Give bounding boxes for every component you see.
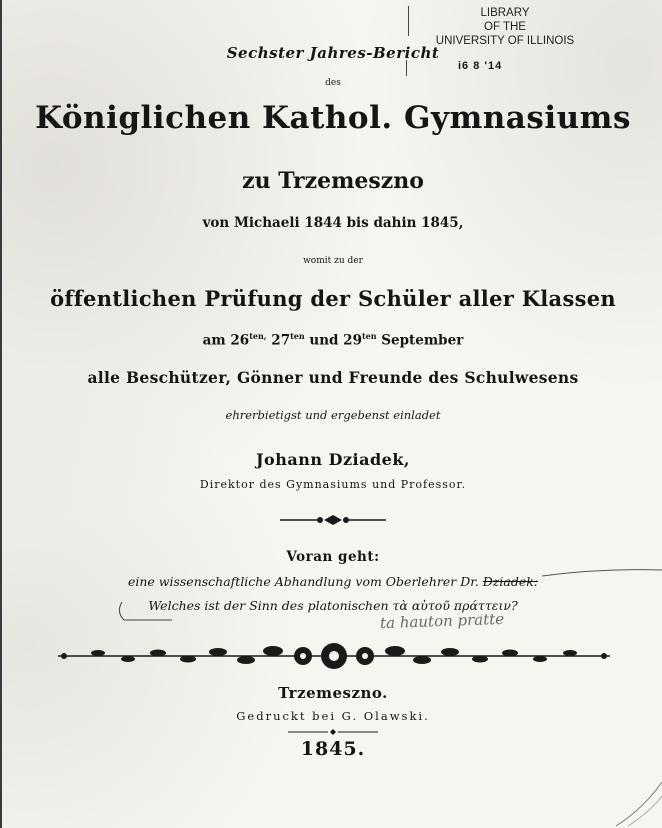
dates-sup: ten <box>290 331 305 341</box>
imprint-rule <box>288 728 378 736</box>
page-corner-crease <box>614 778 662 828</box>
stamp-line: UNIVERSITY OF ILLINOIS <box>435 35 575 47</box>
struck-name: Dziadek: <box>482 574 539 589</box>
preface-heading: Voran geht: <box>286 549 380 565</box>
title-connector: des <box>325 78 341 88</box>
event-title: öffentlichen Prüfung der Schüler aller Klassen <box>50 286 616 311</box>
pencil-bracket <box>114 600 174 624</box>
dates-sup: ten, <box>249 331 267 341</box>
report-title: Sechster Jahres-Bericht <box>226 44 440 62</box>
audience-text: alle Beschützer, Gönner und Freunde des Schulwesens <box>87 368 579 387</box>
dates-text: 27 <box>271 332 291 349</box>
imprint-printer: Gedruckt bei G. Olawski. <box>236 709 430 723</box>
dates-text: am 26 <box>202 332 250 349</box>
institution-name: Königlichen Kathol. Gymnasiums <box>35 100 631 136</box>
small-ornament <box>278 512 388 528</box>
handwritten-note: ta hauton pratte <box>379 609 505 633</box>
imprint-year: 1845. <box>300 738 366 760</box>
connector-text: womit zu der <box>303 256 363 266</box>
preface-text: eine wissenschaftliche Abhandlung vom Oberlehrer Dr. <box>127 574 479 589</box>
stamp-line: LIBRARY <box>480 7 530 19</box>
dates-sup: ten <box>361 331 377 341</box>
dates-text: September <box>381 332 464 349</box>
place-name: zu Trzemeszno <box>242 168 424 194</box>
treatise-title: Welches ist der Sinn des platonischen τὰ αὑτοῦ πράττειν? <box>148 598 518 613</box>
dates-text: und 29 <box>309 332 362 349</box>
library-stamp <box>420 6 590 48</box>
imprint-city: Trzemeszno. <box>278 684 388 702</box>
author-name: Johann Dziadek, <box>255 450 410 469</box>
author-role: Direktor des Gymnasiums und Professor. <box>199 478 467 491</box>
stamp-border <box>406 60 407 76</box>
exam-dates <box>2 331 662 349</box>
stamp-border <box>408 6 409 36</box>
stamp-line: OF THE <box>484 21 526 33</box>
stamp-number: i6 8 '14 <box>458 60 503 72</box>
pencil-mark <box>542 566 662 580</box>
floral-ornament <box>58 636 610 676</box>
period-text: von Michaeli 1844 bis dahin 1845, <box>202 215 464 231</box>
invitation-text: ehrerbietigst und ergebenst einladet <box>225 408 441 422</box>
